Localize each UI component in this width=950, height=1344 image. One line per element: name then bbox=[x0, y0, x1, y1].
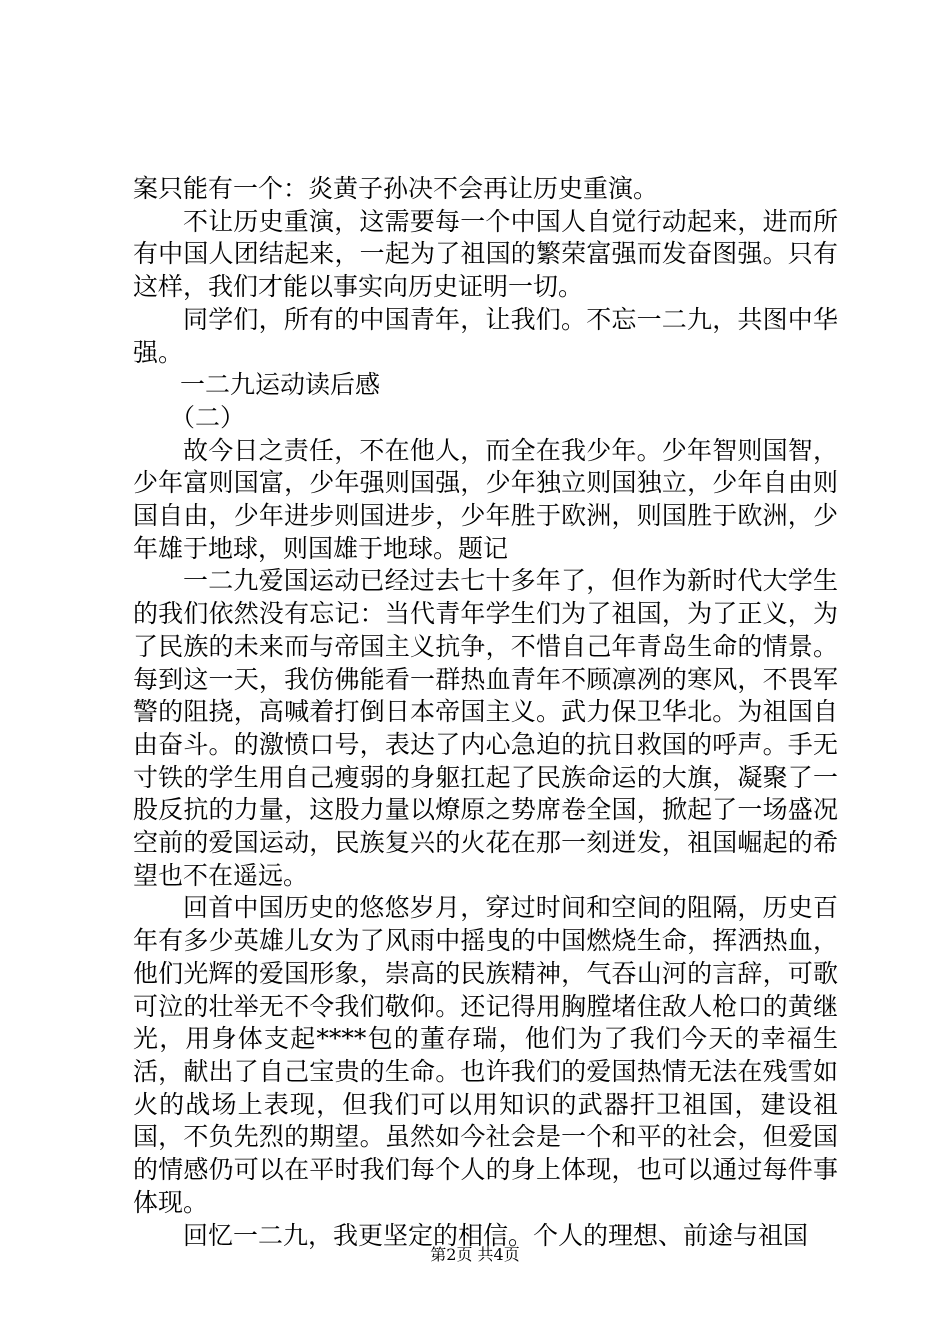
section-subtitle: （二） bbox=[170, 402, 246, 432]
document-body bbox=[133, 173, 838, 1252]
paragraph-3: 同学们，所有的中国青年，让我们。不忘一二九，共图中华强。 bbox=[133, 304, 838, 367]
paragraph-2: 不让历史重演，这需要每一个中国人自觉行动起来，进而所有中国人团结起来，一起为了祖国的繁荣富强而发奋图强。只有这样，我们才能以事实向历史证明一切。 bbox=[133, 206, 838, 302]
paragraph-6: 回忆一二九，我更坚定的相信。个人的理想、前途与祖国 bbox=[183, 1220, 809, 1250]
page-number-footer: 第2页 共4页 bbox=[430, 1245, 520, 1264]
paragraph-4: 一二九爱国运动已经过去七十多年了，但作为新时代大学生的我们依然没有忘记：当代青年学生们为了祖国，为了正义，为了民族的未来而与帝国主义抗争，不惜自己年青岛生命的情景。每到这一天，我仿佛能看一群热血青年不顾凛冽的寒风，不畏军警的阻挠，高喊着打倒日本帝国主义。武力保卫华北。为祖国自由奋斗。的激愤口号，表达了内心急迫的抗日救国的呼声。手无寸铁的学生用自己瘦弱的身躯扛起了民族命运的大旗，凝聚了一股反抗的力量，这股力量以燎原之势席卷全国，掀起了一场盛况空前的爱国运动，民族复兴的火花在那一刻迸发，祖国崛起的希望也不在遥远。 bbox=[133, 566, 838, 890]
section-title: 一二九运动读后感 bbox=[180, 370, 381, 400]
paragraph-5: 回首中国历史的悠悠岁月，穿过时间和空间的阻隔，历史百年有多少英雄儿女为了风雨中摇曳的中国燃烧生命，挥洒热血，他们光辉的爱国形象，崇高的民族精神，气吞山河的言辞，可歌可泣的壮举无不令我们敬仰。还记得用胸膛堵住敌人枪口的黄继光，用身体支起****包的董存瑞，他们为了我们今天的幸福生活，献出了自己宝贵的生命。也许我们的爱国热情无法在残雪如火的战场上表现，但我们可以用知识的武器扞卫祖国，建设祖国，不负先烈的期望。虽然如今社会是一个和平的社会，但爱国的情感仍可以在平时我们每个人的身上体现，也可以通过每件事体现。 bbox=[133, 893, 838, 1217]
paragraph-epigraph: 故今日之责任，不在他人，而全在我少年。少年智则国智，少年富则国富，少年强则国强，少年独立则国独立，少年自由则国自由，少年进步则国进步，少年胜于欧洲，则国胜于欧洲，少年雄于地球，则国雄于地球。题记 bbox=[133, 435, 838, 563]
paragraph-1: 案只能有一个：炎黄子孙决不会再让历史重演。 bbox=[133, 174, 659, 203]
